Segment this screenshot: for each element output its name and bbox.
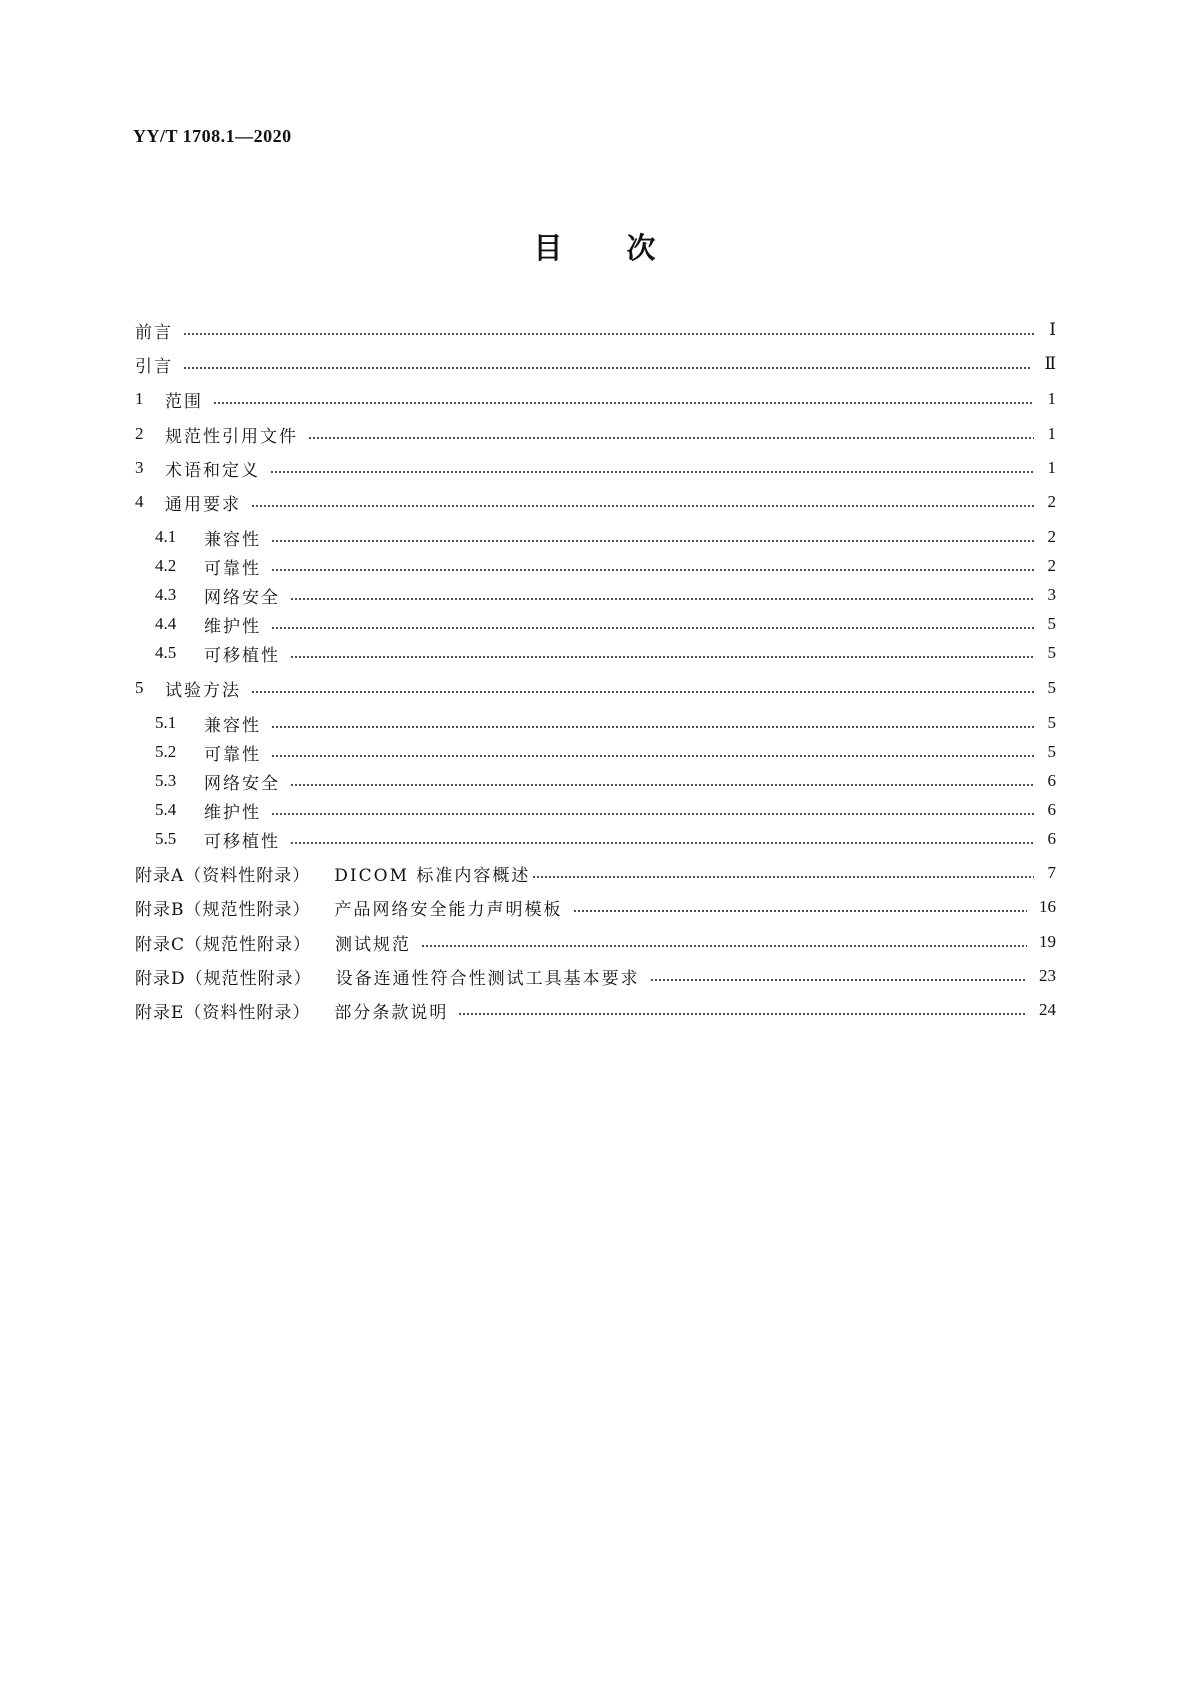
toc-entry-section-2[interactable] [135, 421, 1056, 447]
toc-entry-label: 通用要求 [165, 494, 241, 515]
toc-entry-section-5[interactable] [135, 675, 1056, 701]
toc-annex-label: 附录C（规范性附录） [135, 934, 312, 955]
document-code: YY/T 1708.1—2020 [133, 126, 292, 146]
toc-entry-page: 7 [1047, 863, 1056, 882]
toc-entry-page: 3 [1047, 585, 1056, 604]
toc-leader-dots [183, 333, 1034, 335]
toc-entry-page: 2 [1047, 492, 1056, 511]
toc-leader-dots [271, 627, 1034, 629]
toc-title-part-2: 次 [626, 231, 658, 265]
toc-leader-dots [183, 367, 1032, 369]
toc-annex-title: 产品网络安全能力声明模板 [334, 899, 563, 920]
toc-entry-introduction[interactable] [135, 351, 1056, 377]
toc-entry-section-3[interactable] [135, 455, 1056, 481]
toc-entry-label: 范围 [165, 391, 203, 412]
toc-entry-page: 5 [1047, 713, 1056, 732]
toc-leader-dots [290, 842, 1034, 844]
toc-entry-number: 4 [135, 492, 144, 511]
toc-entry-label: 可移植性 [204, 645, 280, 666]
toc-entry-section-4[interactable] [135, 489, 1056, 515]
toc-entry-page: 23 [1039, 966, 1056, 985]
toc-leader-dots [270, 471, 1034, 473]
toc-entry-section-4-5[interactable] [155, 640, 1056, 666]
toc-entry-section-1[interactable] [135, 386, 1056, 412]
toc-entry-page: 6 [1047, 771, 1056, 790]
toc-leader-dots [271, 755, 1034, 757]
toc-leader-dots [421, 945, 1027, 947]
toc-entry-section-5-3[interactable] [155, 768, 1056, 794]
toc-entry-foreword[interactable] [135, 317, 1056, 343]
toc-entry-section-5-2[interactable] [155, 739, 1056, 765]
toc-annex-title: DICOM 标准内容概述 [334, 865, 531, 886]
toc-annex-label: 附录A（资料性附录） [135, 865, 311, 886]
toc-entry-page: 1 [1047, 458, 1056, 477]
toc-entry-section-4-1[interactable] [155, 524, 1056, 550]
toc-leader-dots [271, 569, 1034, 571]
toc-entry-number: 5.2 [155, 742, 177, 761]
toc-annex-title: 部分条款说明 [334, 1002, 449, 1023]
toc-entry-page: 6 [1047, 829, 1056, 848]
toc-entry-label: 术语和定义 [165, 460, 260, 481]
toc-entry-number: 4.5 [155, 643, 177, 662]
toc-leader-dots [458, 1013, 1027, 1015]
toc-entry-label: 可移植性 [204, 831, 280, 852]
toc-entry-section-5-1[interactable] [155, 710, 1056, 736]
toc-entry-page: 19 [1039, 932, 1056, 951]
toc-entry-annex-c[interactable] [135, 929, 1056, 955]
toc-entry-number: 2 [135, 424, 144, 443]
toc-entry-number: 1 [135, 389, 144, 408]
toc-entry-number: 4.2 [155, 556, 177, 575]
toc-entry-annex-e[interactable] [135, 997, 1056, 1023]
toc-entry-page: 2 [1047, 527, 1056, 546]
toc-leader-dots [271, 813, 1034, 815]
toc-entry-label: 规范性引用文件 [165, 426, 298, 447]
toc-title-part-1: 目 [533, 231, 565, 265]
toc-entry-label: 维护性 [204, 616, 261, 637]
toc-entry-label: 可靠性 [204, 744, 261, 765]
toc-entry-section-5-4[interactable] [155, 797, 1056, 823]
toc-entry-page: 24 [1039, 1000, 1056, 1019]
toc-entry-page: Ⅱ [1044, 354, 1056, 373]
toc-title [0, 226, 1191, 267]
toc-annex-label: 附录B（规范性附录） [135, 899, 311, 920]
toc-entry-page: 5 [1047, 643, 1056, 662]
toc-leader-dots [290, 784, 1034, 786]
toc-leader-dots [650, 979, 1027, 981]
toc-entry-page: 6 [1047, 800, 1056, 819]
toc-leader-dots [532, 876, 1034, 878]
toc-entry-page: 1 [1047, 424, 1056, 443]
toc-entry-number: 4.4 [155, 614, 177, 633]
toc-entry-section-4-2[interactable] [155, 553, 1056, 579]
toc-entry-number: 4.3 [155, 585, 177, 604]
toc-entry-page: 16 [1039, 897, 1056, 916]
toc-entry-page: 5 [1047, 614, 1056, 633]
toc-entry-number: 5.3 [155, 771, 177, 790]
toc-entry-annex-d[interactable] [135, 963, 1056, 989]
toc-entry-number: 4.1 [155, 527, 177, 546]
toc-entry-section-4-4[interactable] [155, 611, 1056, 637]
toc-entry-section-5-5[interactable] [155, 826, 1056, 852]
toc-entry-page: 5 [1047, 678, 1056, 697]
toc-entry-number: 5.4 [155, 800, 177, 819]
toc-leader-dots [308, 437, 1034, 439]
toc-entry-label: 兼容性 [204, 715, 261, 736]
toc-entry-label: 前言 [135, 322, 173, 343]
toc-entry-number: 3 [135, 458, 144, 477]
toc-entry-label: 网络安全 [204, 773, 280, 794]
toc-annex-label: 附录E（资料性附录） [135, 1002, 311, 1023]
toc-annex-label: 附录D（规范性附录） [135, 968, 312, 989]
toc-leader-dots [213, 402, 1034, 404]
toc-leader-dots [290, 656, 1034, 658]
toc-leader-dots [251, 505, 1034, 507]
toc-entry-section-4-3[interactable] [155, 582, 1056, 608]
toc-entry-page: 1 [1047, 389, 1056, 408]
toc-entry-label: 可靠性 [204, 558, 261, 579]
toc-entry-annex-b[interactable] [135, 894, 1056, 920]
toc-leader-dots [271, 540, 1034, 542]
toc-entry-number: 5 [135, 678, 144, 697]
toc-leader-dots [251, 691, 1034, 693]
toc-leader-dots [290, 598, 1034, 600]
toc-entry-label: 维护性 [204, 802, 261, 823]
toc-leader-dots [573, 910, 1028, 912]
toc-annex-title: 设备连通性符合性测试工具基本要求 [335, 968, 640, 989]
toc-entry-page: Ⅰ [1049, 320, 1056, 339]
toc-entry-page: 5 [1047, 742, 1056, 761]
toc-leader-dots [271, 726, 1034, 728]
toc-annex-title: 测试规范 [335, 934, 412, 955]
toc-entry-label: 兼容性 [204, 529, 261, 550]
toc-entry-page: 2 [1047, 556, 1056, 575]
toc-entry-number: 5.5 [155, 829, 177, 848]
toc-entry-label: 网络安全 [204, 587, 280, 608]
toc-entry-label: 引言 [135, 356, 173, 377]
toc-entry-number: 5.1 [155, 713, 177, 732]
toc-entry-label: 试验方法 [165, 680, 241, 701]
toc-entry-annex-a[interactable] [135, 860, 1056, 886]
